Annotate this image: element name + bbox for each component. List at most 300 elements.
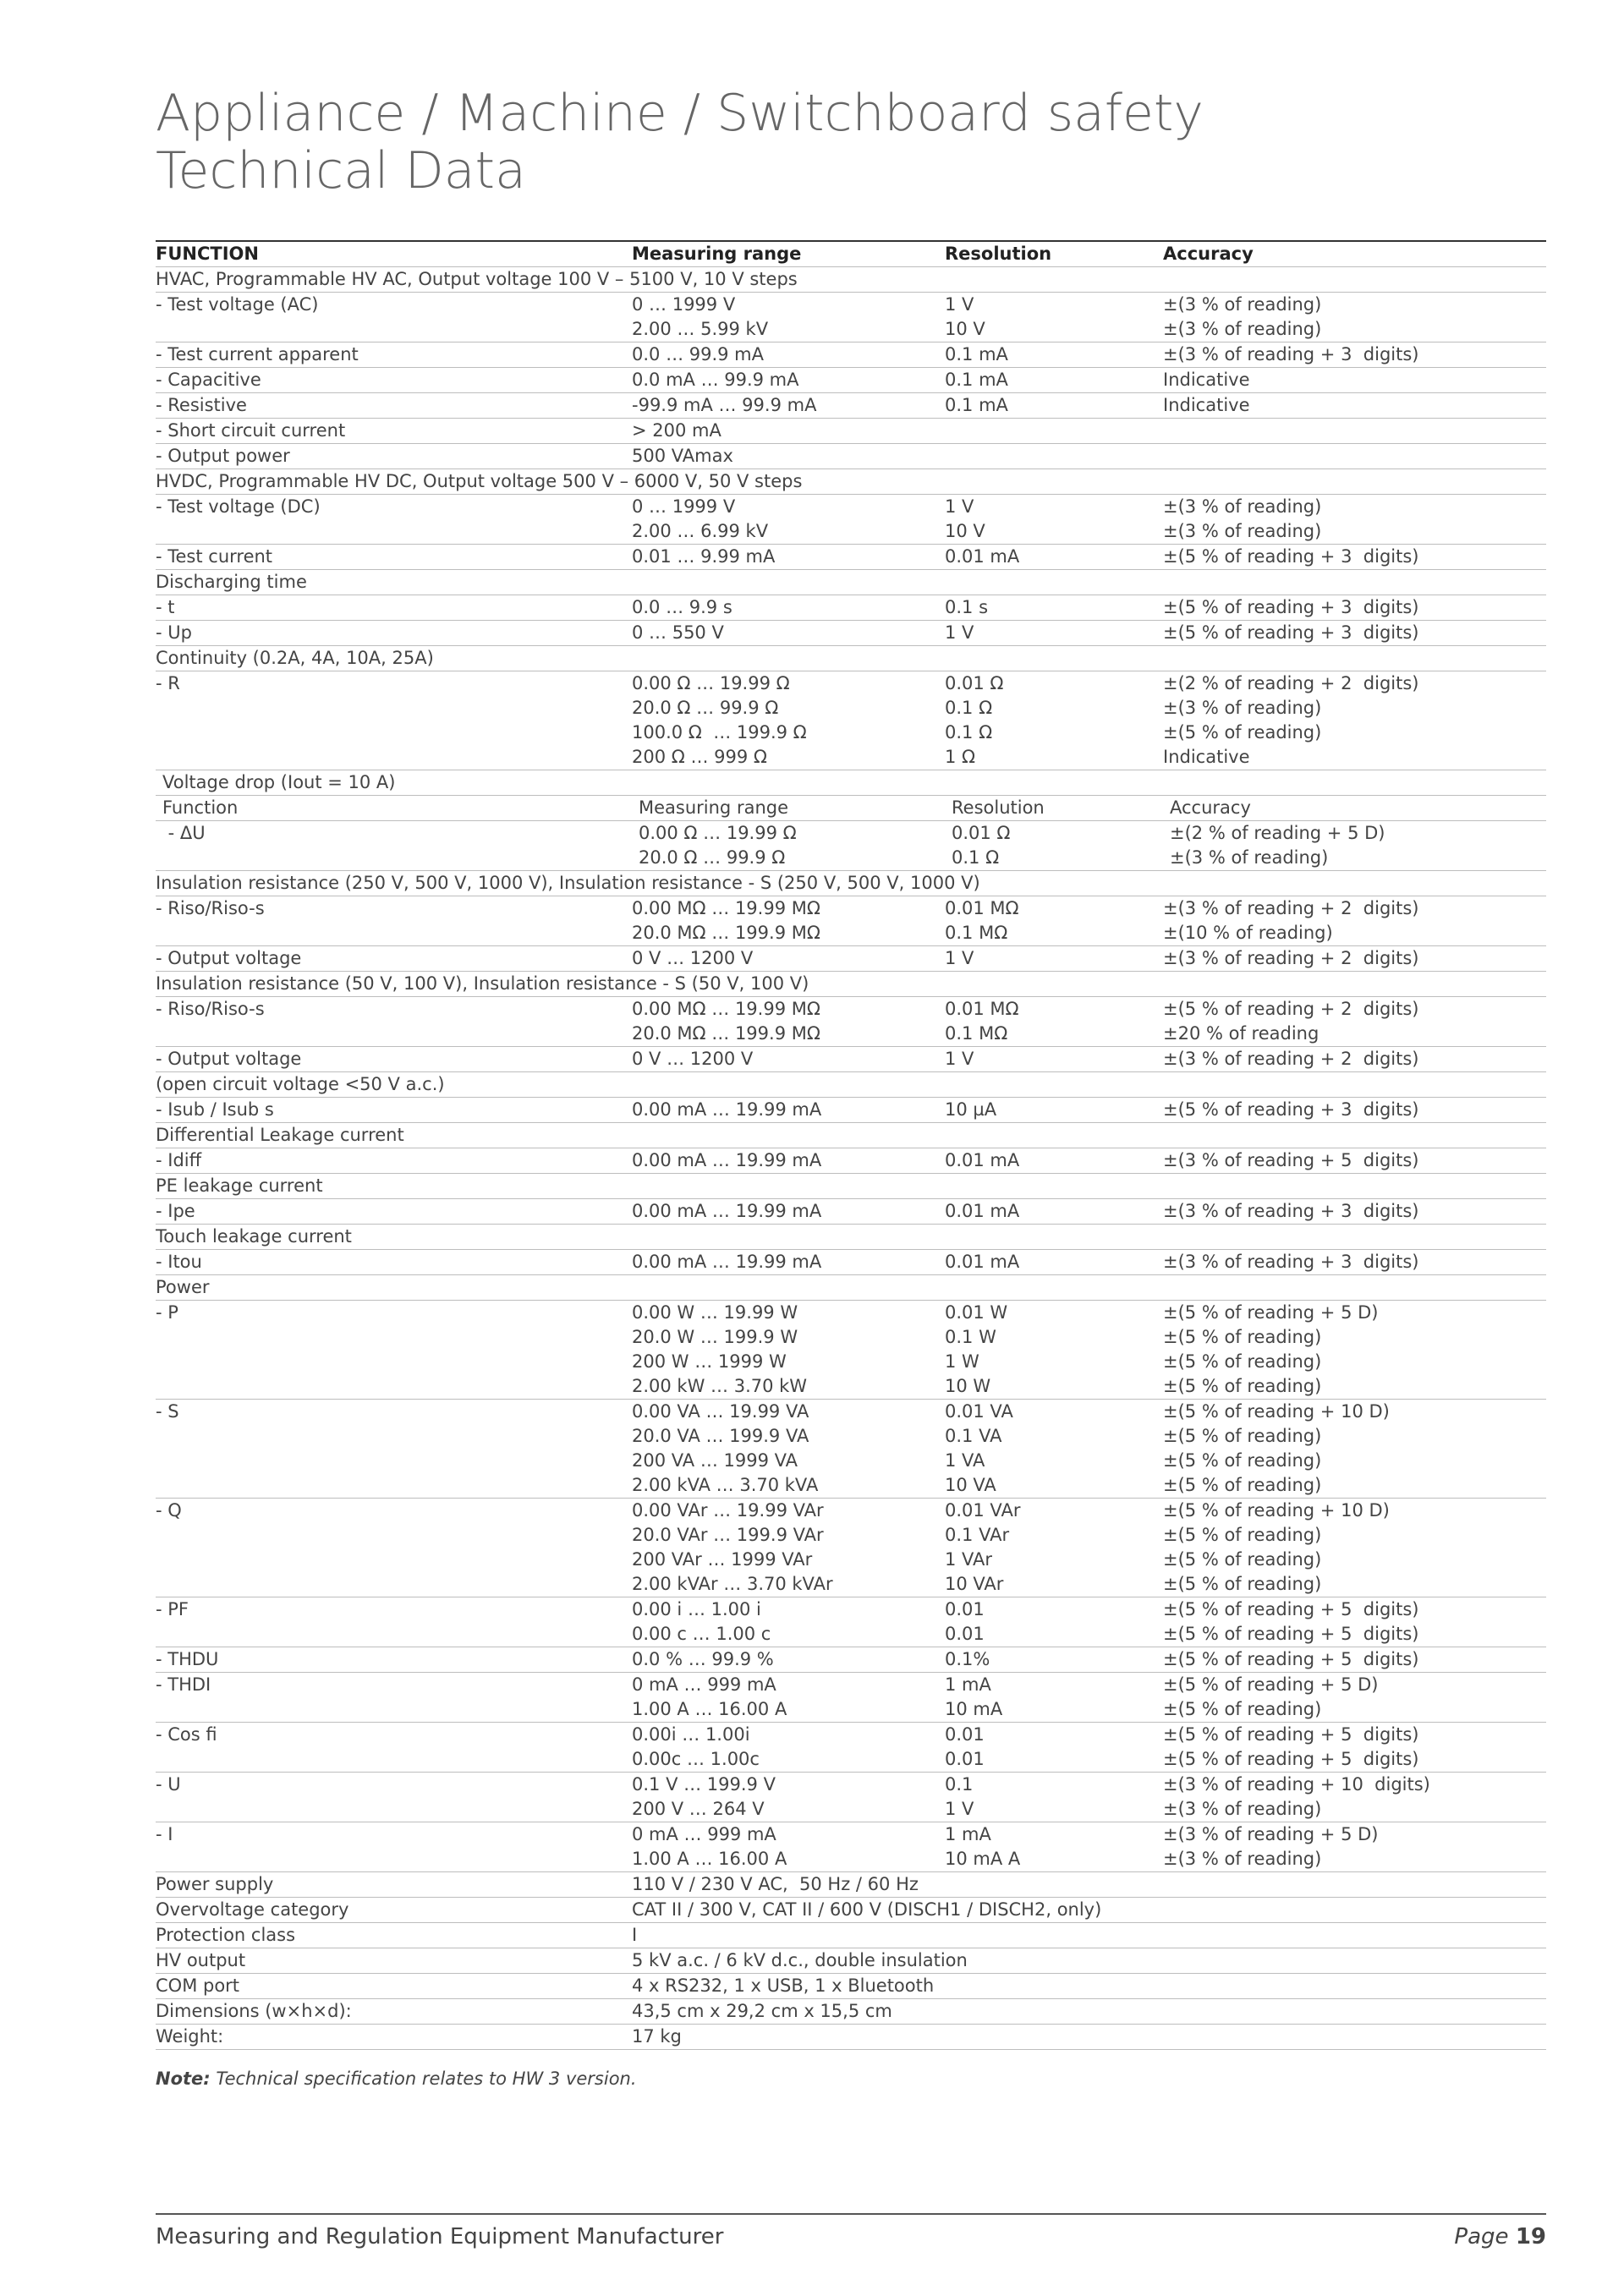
table-row — [156, 293, 1546, 342]
table-row — [156, 368, 1546, 393]
range-cell-line: 0.0 … 9.9 s — [632, 597, 732, 617]
accuracy-cell-line: ±(3 % of reading) — [1163, 521, 1322, 541]
accuracy-cell-line: ±(5 % of reading) — [1163, 1475, 1322, 1495]
table-row — [156, 621, 1546, 646]
resolution-cell — [945, 1301, 1163, 1399]
range-cell-line: 0.00 i … 1.00 i — [632, 1599, 761, 1619]
accuracy-cell — [1163, 1250, 1546, 1274]
range-cell — [632, 393, 945, 418]
accuracy-cell-line: ±(5 % of reading + 3 digits) — [1163, 546, 1419, 567]
range-cell — [632, 1822, 945, 1871]
general-row — [156, 1974, 1546, 1999]
resolution-cell-line: 0.01 MΩ — [945, 999, 1019, 1019]
range-cell — [632, 1199, 945, 1224]
function-cell: - S — [156, 1401, 179, 1422]
range-cell-line: 1.00 A … 16.00 A — [632, 1699, 787, 1719]
range-cell-line: 20.0 W … 199.9 W — [632, 1327, 798, 1347]
range-cell — [639, 821, 952, 870]
accuracy-cell — [1163, 1047, 1546, 1071]
accuracy-cell — [1163, 896, 1546, 945]
range-cell-line: 0.00i … 1.00i — [632, 1724, 750, 1745]
table-row — [156, 1250, 1546, 1275]
range-cell — [632, 1400, 945, 1498]
resolution-cell-line: 0.01 VAr — [945, 1500, 1021, 1521]
accuracy-cell — [1163, 545, 1546, 569]
footer-page-label: Page — [1454, 2224, 1516, 2249]
function-cell: - t — [156, 597, 175, 617]
table-header-row — [156, 242, 1546, 267]
range-cell-line: 200 Ω … 999 Ω — [632, 747, 767, 767]
resolution-cell-line: 0.01 MΩ — [945, 898, 1019, 918]
resolution-cell-line: 0.1 — [945, 1774, 974, 1795]
accuracy-cell-line: ±(3 % of reading) — [1163, 294, 1322, 315]
accuracy-cell-line: ±(5 % of reading + 5 digits) — [1163, 1749, 1419, 1769]
range-cell — [632, 896, 945, 945]
header-function: FUNCTION — [156, 244, 259, 264]
range-cell-line: 20.0 VA … 199.9 VA — [632, 1426, 809, 1446]
resolution-cell-line: 0.01 — [945, 1624, 985, 1644]
range-cell-line: 0.00 Ω … 19.99 Ω — [632, 673, 790, 693]
subtable-header-row — [156, 796, 1546, 821]
range-cell — [632, 1647, 945, 1672]
section-row — [156, 972, 1546, 997]
page-title — [156, 85, 1204, 200]
accuracy-cell-line: ±(5 % of reading + 5 digits) — [1163, 1624, 1419, 1644]
general-value: 17 kg — [632, 2026, 682, 2047]
resolution-cell — [945, 896, 1163, 945]
accuracy-cell — [1163, 393, 1546, 418]
range-cell-line: 0.00c … 1.00c — [632, 1749, 760, 1769]
function-cell: - Cos fi — [156, 1724, 217, 1745]
function-cell: - Output power — [156, 446, 290, 466]
table-row — [156, 1773, 1546, 1822]
resolution-cell — [945, 1499, 1163, 1597]
range-cell-line: 0.00 VA … 19.99 VA — [632, 1401, 809, 1422]
accuracy-cell — [1170, 821, 1546, 870]
range-cell — [632, 1723, 945, 1772]
range-cell-line: 20.0 Ω … 99.9 Ω — [639, 847, 786, 868]
table-row — [156, 1400, 1546, 1499]
table-row — [156, 444, 1546, 469]
resolution-cell-line: 1 V — [945, 496, 974, 517]
section-title: (open circuit voltage <50 V a.c.) — [156, 1074, 445, 1094]
resolution-cell-line: 0.1 mA — [945, 370, 1008, 390]
range-cell-line: 0.00 mA … 19.99 mA — [632, 1099, 822, 1120]
resolution-cell — [945, 1199, 1163, 1224]
accuracy-cell-line: ±(3 % of reading + 2 digits) — [1163, 898, 1419, 918]
range-cell — [632, 997, 945, 1046]
resolution-cell — [945, 545, 1163, 569]
general-key: Weight: — [156, 2026, 224, 2047]
accuracy-cell-line: ±(5 % of reading + 5 D) — [1163, 1674, 1379, 1695]
resolution-cell — [945, 1647, 1163, 1672]
range-cell — [632, 293, 945, 342]
accuracy-cell-line: ±(5 % of reading) — [1163, 1351, 1322, 1372]
accuracy-cell-line: ±(5 % of reading) — [1163, 1376, 1322, 1396]
table-row — [156, 821, 1546, 871]
section-row — [156, 871, 1546, 896]
range-cell-line: 20.0 MΩ … 199.9 MΩ — [632, 923, 820, 943]
general-row — [156, 1898, 1546, 1923]
accuracy-cell — [1163, 1098, 1546, 1122]
note-text: Technical specification relates to HW 3 version. — [210, 2069, 637, 2089]
table-row — [156, 1822, 1546, 1872]
general-row — [156, 1923, 1546, 1948]
resolution-cell — [945, 1773, 1163, 1822]
function-cell: - P — [156, 1302, 178, 1323]
range-cell-line: 2.00 … 5.99 kV — [632, 319, 769, 339]
section-row — [156, 646, 1546, 671]
range-cell-line: 0 … 550 V — [632, 622, 724, 643]
table-row — [156, 946, 1546, 972]
range-cell — [632, 1499, 945, 1597]
range-cell — [632, 545, 945, 569]
resolution-cell-line: 1 V — [945, 622, 974, 643]
resolution-cell-line: 1 V — [945, 1799, 974, 1819]
general-value: 5 kV a.c. / 6 kV d.c., double insulation — [632, 1950, 968, 1970]
footer-page — [1454, 2224, 1546, 2249]
resolution-cell-line: 0.1 mA — [945, 344, 1008, 364]
range-cell — [632, 342, 945, 367]
range-cell-line: 0.00 c … 1.00 c — [632, 1624, 771, 1644]
section-row — [156, 267, 1546, 293]
range-cell-line: 0 … 1999 V — [632, 496, 736, 517]
resolution-cell-line: 1 V — [945, 948, 974, 968]
resolution-cell-line: 0.01 Ω — [952, 823, 1011, 843]
range-cell — [632, 621, 945, 645]
function-cell: - Test current — [156, 546, 273, 567]
accuracy-cell — [1163, 1148, 1546, 1173]
general-value: 110 V / 230 V AC, 50 Hz / 60 Hz — [632, 1874, 919, 1894]
accuracy-cell — [1163, 1773, 1546, 1822]
accuracy-cell — [1163, 1822, 1546, 1871]
section-row — [156, 770, 1546, 796]
accuracy-cell-line: ±(2 % of reading + 5 D) — [1170, 823, 1385, 843]
general-row — [156, 1872, 1546, 1898]
section-title: HVDC, Programmable HV DC, Output voltage 500 V – 6000 V, 50 V steps — [156, 471, 803, 491]
resolution-cell — [945, 671, 1163, 770]
footer-page-number: 19 — [1515, 2224, 1546, 2249]
function-cell: - Up — [156, 622, 192, 643]
range-cell — [632, 1098, 945, 1122]
range-cell-line: 2.00 kVA … 3.70 kVA — [632, 1475, 819, 1495]
function-cell: - Q — [156, 1500, 182, 1521]
general-key: COM port — [156, 1975, 240, 1996]
accuracy-cell-line: Indicative — [1163, 395, 1250, 415]
resolution-cell — [945, 997, 1163, 1046]
function-cell: - Capacitive — [156, 370, 261, 390]
function-cell: - Output voltage — [156, 948, 302, 968]
resolution-cell — [945, 444, 1163, 469]
range-cell-line: 0.0 % … 99.9 % — [632, 1649, 774, 1669]
accuracy-cell — [1163, 342, 1546, 367]
resolution-cell-line: 1 VAr — [945, 1549, 993, 1570]
accuracy-cell-line: ±(5 % of reading + 3 digits) — [1163, 622, 1419, 643]
range-cell-line: 0.00 MΩ … 19.99 MΩ — [632, 898, 820, 918]
range-cell — [632, 946, 945, 971]
general-value: CAT II / 300 V, CAT II / 600 V (DISCH1 / DISCH2, only) — [632, 1899, 1102, 1920]
range-cell-line: 200 VA … 1999 VA — [632, 1450, 798, 1471]
resolution-cell — [952, 821, 1170, 870]
resolution-cell-line: 1 mA — [945, 1674, 991, 1695]
section-row — [156, 1275, 1546, 1301]
range-cell-line: 2.00 … 6.99 kV — [632, 521, 769, 541]
accuracy-cell — [1163, 293, 1546, 342]
resolution-cell-line: 0.1% — [945, 1649, 990, 1669]
accuracy-cell-line: Indicative — [1163, 370, 1250, 390]
resolution-cell-line: 0.01 mA — [945, 1252, 1020, 1272]
resolution-cell-line: 10 mA — [945, 1699, 1003, 1719]
table-row — [156, 671, 1546, 770]
resolution-cell-line: 0.1 MΩ — [945, 1023, 1008, 1044]
resolution-cell-line: 1 mA — [945, 1824, 991, 1844]
footer-rule — [156, 2213, 1546, 2215]
accuracy-cell-line: ±(3 % of reading + 5 digits) — [1163, 1150, 1419, 1170]
resolution-cell-line: 1 V — [945, 294, 974, 315]
function-cell: - PF — [156, 1599, 189, 1619]
table-row — [156, 1597, 1546, 1647]
general-key: Protection class — [156, 1925, 296, 1945]
range-cell-line: > 200 mA — [632, 420, 721, 441]
range-cell-line: 20.0 Ω … 99.9 Ω — [632, 698, 779, 718]
section-row — [156, 469, 1546, 495]
section-row — [156, 1123, 1546, 1148]
accuracy-cell-line: ±(3 % of reading) — [1163, 1799, 1322, 1819]
resolution-cell — [945, 393, 1163, 418]
section-title: Differential Leakage current — [156, 1125, 404, 1145]
resolution-cell-line: 0.01 mA — [945, 1201, 1020, 1221]
accuracy-cell-line: ±(5 % of reading) — [1163, 1327, 1322, 1347]
range-cell-line: 2.00 kW … 3.70 kW — [632, 1376, 808, 1396]
accuracy-cell-line: ±(5 % of reading + 10 D) — [1163, 1500, 1390, 1521]
function-cell: - U — [156, 1774, 181, 1795]
function-cell: - Test voltage (AC) — [156, 294, 319, 315]
general-row — [156, 1948, 1546, 1974]
header-accuracy: Accuracy — [1163, 244, 1254, 264]
resolution-cell — [945, 621, 1163, 645]
accuracy-cell — [1163, 444, 1546, 469]
accuracy-cell-line: ±(5 % of reading + 5 digits) — [1163, 1724, 1419, 1745]
range-cell-line: 200 V … 264 V — [632, 1799, 765, 1819]
resolution-cell — [945, 1098, 1163, 1122]
range-cell-line: 20.0 MΩ … 199.9 MΩ — [632, 1023, 820, 1044]
section-title: Discharging time — [156, 572, 307, 592]
range-cell-line: 500 VAmax — [632, 446, 733, 466]
section-title: Touch leakage current — [156, 1226, 352, 1247]
accuracy-cell-line: ±(5 % of reading) — [1163, 722, 1322, 743]
function-cell: - Output voltage — [156, 1049, 302, 1069]
header-resolution: Resolution — [945, 244, 1052, 264]
range-cell — [632, 444, 945, 469]
accuracy-cell-line: ±(3 % of reading + 3 digits) — [1163, 1252, 1419, 1272]
resolution-cell-line: 10 V — [945, 319, 985, 339]
resolution-cell-line: 1 V — [945, 1049, 974, 1069]
resolution-cell — [945, 1723, 1163, 1772]
function-cell: - Ipe — [156, 1201, 195, 1221]
table-row — [156, 1148, 1546, 1174]
section-title: Insulation resistance (50 V, 100 V), Insulation resistance - S (50 V, 100 V) — [156, 973, 809, 994]
resolution-cell — [945, 1597, 1163, 1647]
accuracy-cell-line: ±(5 % of reading + 5 digits) — [1163, 1649, 1419, 1669]
range-cell-line: 1.00 A … 16.00 A — [632, 1849, 787, 1869]
table-row — [156, 896, 1546, 946]
general-row — [156, 1999, 1546, 2025]
accuracy-cell — [1163, 1400, 1546, 1498]
accuracy-cell — [1163, 495, 1546, 544]
general-value: I — [632, 1925, 638, 1945]
resolution-cell-line: 0.01 — [945, 1599, 985, 1619]
resolution-cell — [945, 1400, 1163, 1498]
resolution-cell-line: 0.01 — [945, 1724, 985, 1745]
function-cell: - Idiff — [156, 1150, 202, 1170]
accuracy-cell — [1163, 368, 1546, 392]
page-title-line2: Technical Data — [156, 141, 526, 200]
function-cell: - Short circuit current — [156, 420, 346, 441]
accuracy-cell-line: ±20 % of reading — [1163, 1023, 1320, 1044]
range-cell-line: 0.00 MΩ … 19.99 MΩ — [632, 999, 820, 1019]
range-cell-line: 100.0 Ω … 199.9 Ω — [632, 722, 807, 743]
general-key: Dimensions (w×h×d): — [156, 2001, 352, 2021]
table-row — [156, 495, 1546, 545]
section-row — [156, 1225, 1546, 1250]
general-key: Power supply — [156, 1874, 274, 1894]
accuracy-cell-line: ±(3 % of reading + 3 digits) — [1163, 344, 1419, 364]
resolution-cell-line: 0.1 mA — [945, 395, 1008, 415]
section-title: Continuity (0.2A, 4A, 10A, 25A) — [156, 648, 434, 668]
accuracy-cell-line: Indicative — [1163, 747, 1250, 767]
function-cell: - Itou — [156, 1252, 202, 1272]
accuracy-cell — [1163, 1673, 1546, 1722]
accuracy-cell-line: ±(5 % of reading + 3 digits) — [1163, 1099, 1419, 1120]
accuracy-cell-line: ±(3 % of reading + 10 digits) — [1163, 1774, 1430, 1795]
range-cell — [632, 1250, 945, 1274]
range-cell — [632, 671, 945, 770]
range-cell-line: 0 V … 1200 V — [632, 1049, 754, 1069]
range-cell — [632, 1773, 945, 1822]
accuracy-cell-line: ±(5 % of reading) — [1163, 1450, 1322, 1471]
accuracy-cell — [1163, 1723, 1546, 1772]
table-row — [156, 342, 1546, 368]
accuracy-cell-line: ±(5 % of reading + 2 digits) — [1163, 999, 1419, 1019]
resolution-cell-line: 0.1 Ω — [952, 847, 1000, 868]
table-row — [156, 545, 1546, 570]
range-cell-line: 0.00 W … 19.99 W — [632, 1302, 798, 1323]
table-row — [156, 1647, 1546, 1673]
range-cell-line: 20.0 VAr … 199.9 VAr — [632, 1525, 824, 1545]
accuracy-cell — [1163, 1597, 1546, 1647]
table-row — [156, 1199, 1546, 1225]
subtable-header-3: Accuracy — [1170, 797, 1251, 818]
table-row — [156, 1723, 1546, 1773]
range-cell-line: 0 mA … 999 mA — [632, 1824, 776, 1844]
accuracy-cell-line: ±(3 % of reading + 3 digits) — [1163, 1201, 1419, 1221]
general-row — [156, 2025, 1546, 2050]
accuracy-cell-line: ±(5 % of reading + 10 D) — [1163, 1401, 1390, 1422]
accuracy-cell — [1163, 419, 1546, 443]
section-row — [156, 1072, 1546, 1098]
accuracy-cell — [1163, 1647, 1546, 1672]
function-cell: - I — [156, 1824, 173, 1844]
resolution-cell — [945, 1250, 1163, 1274]
function-cell: - Test voltage (DC) — [156, 496, 321, 517]
section-title: Insulation resistance (250 V, 500 V, 1000 V), Insulation resistance - S (250 V, 500 V, 1000 V) — [156, 873, 980, 893]
resolution-cell — [945, 368, 1163, 392]
range-cell-line: 0 … 1999 V — [632, 294, 736, 315]
general-value: 4 x RS232, 1 x USB, 1 x Bluetooth — [632, 1975, 935, 1996]
function-cell: - THDU — [156, 1649, 219, 1669]
range-cell-line: 0.00 Ω … 19.99 Ω — [639, 823, 797, 843]
range-cell — [632, 495, 945, 544]
range-cell-line: 0.01 … 9.99 mA — [632, 546, 776, 567]
accuracy-cell-line: ±(3 % of reading) — [1170, 847, 1329, 868]
resolution-cell-line: 10 mA A — [945, 1849, 1021, 1869]
function-cell: - ΔU — [162, 823, 206, 843]
accuracy-cell-line: ±(5 % of reading) — [1163, 1426, 1322, 1446]
resolution-cell-line: 0.1 MΩ — [945, 923, 1008, 943]
technical-data-table — [156, 240, 1546, 2089]
range-cell-line: -99.9 mA … 99.9 mA — [632, 395, 817, 415]
table-row — [156, 1098, 1546, 1123]
accuracy-cell-line: ±(3 % of reading + 5 D) — [1163, 1824, 1379, 1844]
resolution-cell-line: 0.1 VAr — [945, 1525, 1010, 1545]
resolution-cell-line: 10 W — [945, 1376, 991, 1396]
accuracy-cell-line: ±(3 % of reading + 2 digits) — [1163, 948, 1419, 968]
accuracy-cell-line: ±(3 % of reading + 2 digits) — [1163, 1049, 1419, 1069]
table-row — [156, 1673, 1546, 1723]
table-row — [156, 997, 1546, 1047]
accuracy-cell-line: ±(3 % of reading) — [1163, 496, 1322, 517]
range-cell — [632, 1148, 945, 1173]
resolution-cell-line: 10 VAr — [945, 1574, 1004, 1594]
footer-company: Measuring and Regulation Equipment Manufacturer — [156, 2224, 724, 2249]
range-cell-line: 0.00 mA … 19.99 mA — [632, 1252, 822, 1272]
range-cell — [632, 368, 945, 392]
table-row — [156, 419, 1546, 444]
resolution-cell-line: 1 W — [945, 1351, 979, 1372]
accuracy-cell-line: ±(10 % of reading) — [1163, 923, 1333, 943]
resolution-cell-line: 10 V — [945, 521, 985, 541]
accuracy-cell — [1163, 946, 1546, 971]
accuracy-cell-line: ±(2 % of reading + 2 digits) — [1163, 673, 1419, 693]
table-row — [156, 393, 1546, 419]
resolution-cell-line: 10 µA — [945, 1099, 997, 1120]
resolution-cell-line: 0.01 — [945, 1749, 985, 1769]
accuracy-cell — [1163, 621, 1546, 645]
resolution-cell — [945, 293, 1163, 342]
section-title: Voltage drop (Iout = 10 A) — [162, 772, 396, 792]
general-key: Overvoltage category — [156, 1899, 349, 1920]
table-row — [156, 1301, 1546, 1400]
accuracy-cell-line: ±(3 % of reading) — [1163, 1849, 1322, 1869]
accuracy-cell — [1163, 1301, 1546, 1399]
resolution-cell — [945, 595, 1163, 620]
accuracy-cell-line: ±(3 % of reading) — [1163, 319, 1322, 339]
subtable-header-0: Function — [162, 797, 239, 818]
range-cell — [632, 595, 945, 620]
resolution-cell — [945, 342, 1163, 367]
table-row — [156, 1499, 1546, 1597]
accuracy-cell — [1163, 997, 1546, 1046]
accuracy-cell — [1163, 671, 1546, 770]
range-cell-line: 0.00 mA … 19.99 mA — [632, 1201, 822, 1221]
resolution-cell-line: 0.1 W — [945, 1327, 996, 1347]
resolution-cell-line: 0.01 Ω — [945, 673, 1004, 693]
header-measuring-range: Measuring range — [632, 244, 802, 264]
range-cell-line: 0 mA … 999 mA — [632, 1674, 776, 1695]
function-cell: - Riso/Riso-s — [156, 999, 265, 1019]
accuracy-cell-line: ±(5 % of reading + 3 digits) — [1163, 597, 1419, 617]
resolution-cell — [945, 946, 1163, 971]
